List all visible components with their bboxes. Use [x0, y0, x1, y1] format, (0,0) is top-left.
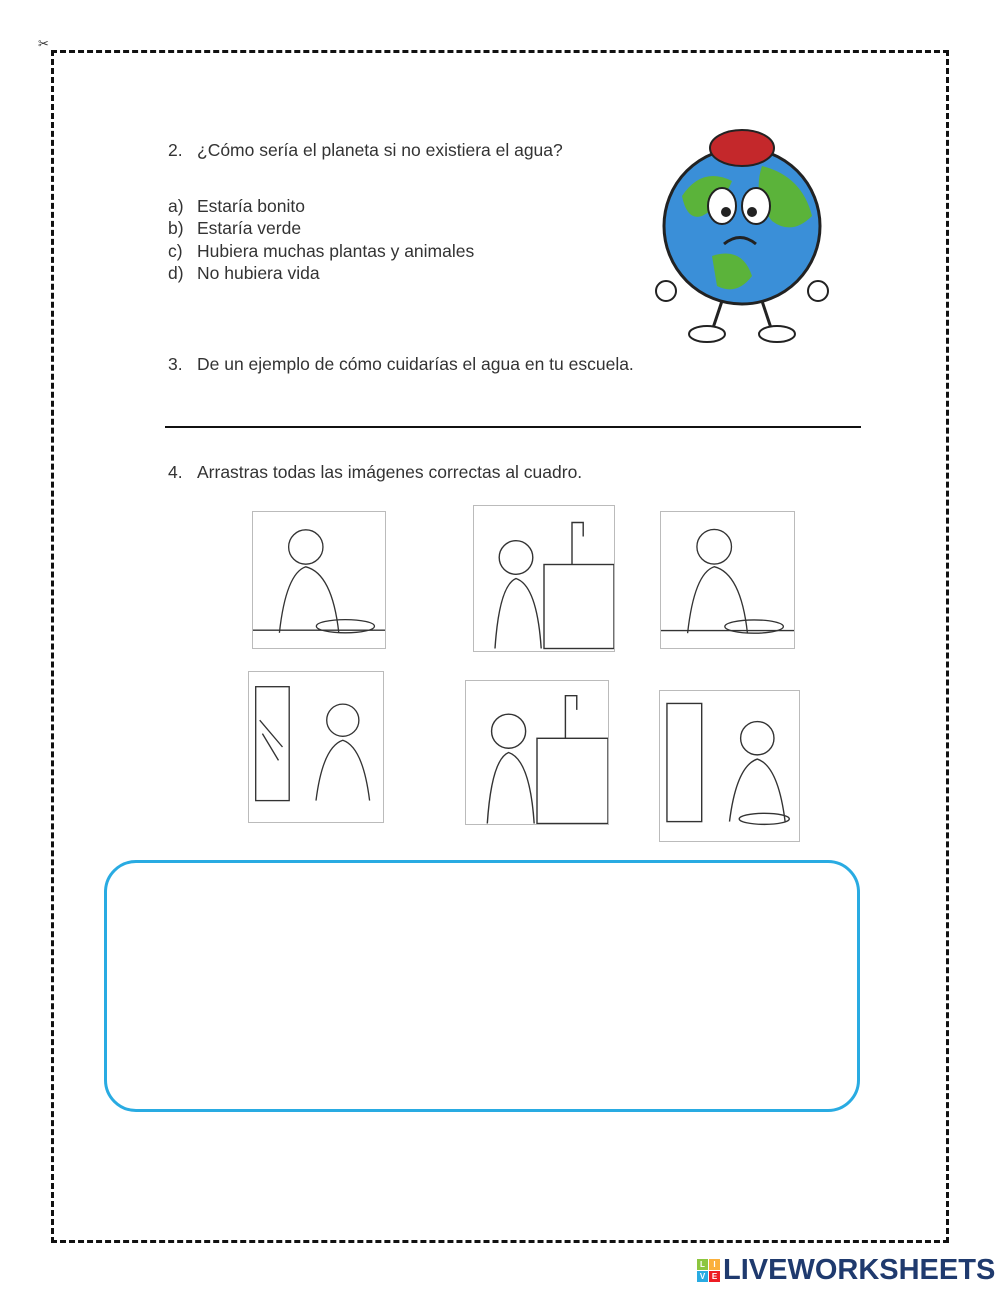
logo-text: LIVEWORKSHEETS: [723, 1254, 996, 1286]
option-letter: c): [168, 241, 183, 261]
logo-block: E: [709, 1271, 720, 1282]
question-text: De un ejemplo de cómo cuidarías el agua en tu escuela.: [197, 354, 634, 374]
sick-earth-illustration: [652, 126, 832, 346]
liveworksheets-logo: [697, 1254, 995, 1287]
draggable-image-girl-phone-sink[interactable]: [473, 505, 615, 652]
question-text: Arrastras todas las imágenes correctas al cuadro.: [197, 462, 583, 482]
logo-blocks-icon: [697, 1259, 720, 1282]
option-letter: b): [168, 218, 184, 238]
scissors-icon: ✂: [38, 36, 49, 51]
answer-input-line[interactable]: [165, 426, 861, 428]
option-text: Estaría verde: [197, 218, 302, 238]
drop-zone-box[interactable]: [104, 860, 860, 1112]
logo-block: I: [709, 1259, 720, 1270]
draggable-image-boy-brushing-teeth-2[interactable]: [660, 511, 795, 649]
question-number: 4.: [168, 462, 183, 482]
draggable-image-girl-phone-sink-2[interactable]: [465, 680, 609, 825]
draggable-image-boy-brushing-teeth[interactable]: [252, 511, 386, 649]
option-text: Estaría bonito: [197, 196, 305, 216]
logo-block: L: [697, 1259, 708, 1270]
option-text: Hubiera muchas plantas y animales: [197, 241, 475, 261]
question-number: 3.: [168, 354, 183, 374]
question-text: ¿Cómo sería el planeta si no existiera el agua?: [197, 140, 563, 160]
option-letter: d): [168, 263, 184, 283]
option-text: No hubiera vida: [197, 263, 320, 283]
draggable-image-man-shower-off[interactable]: [659, 690, 800, 842]
logo-block: V: [697, 1271, 708, 1282]
draggable-image-man-shower-running[interactable]: [248, 671, 384, 823]
option-letter: a): [168, 196, 184, 216]
question-number: 2.: [168, 140, 183, 160]
